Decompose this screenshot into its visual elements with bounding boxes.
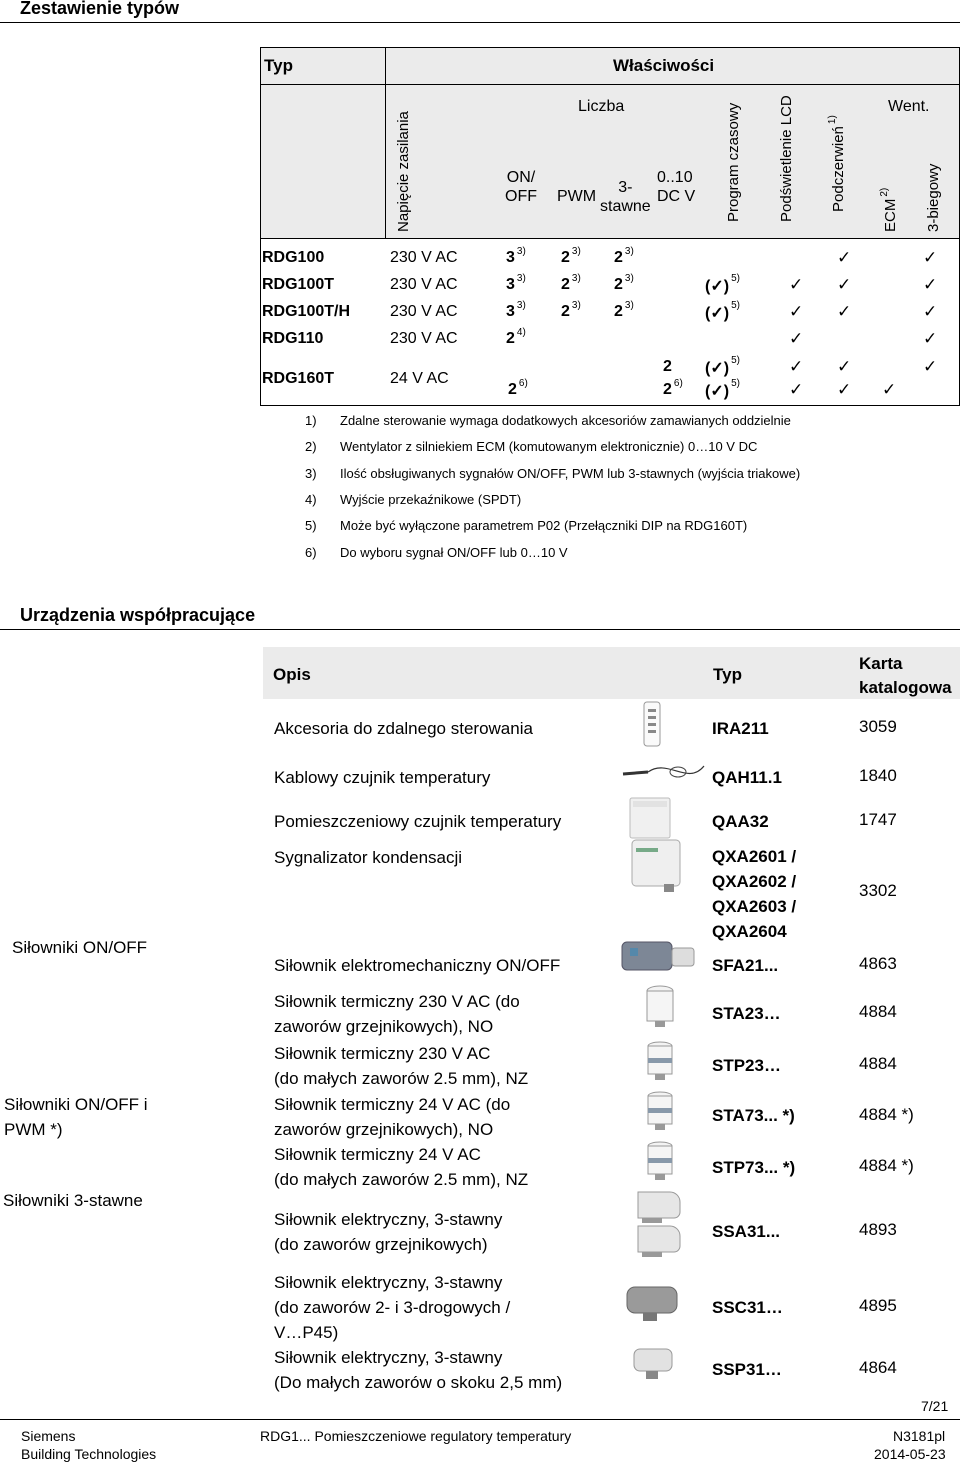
header-karta: Karta katalogowa xyxy=(859,654,952,697)
footnote-text: Zdalne sterowanie wymaga dodatkowych akcesoriów zamawianych oddzielnie xyxy=(340,413,791,428)
check-icon: ✓ xyxy=(837,380,852,399)
electromech-actuator-image xyxy=(620,938,700,974)
supply-rdg160t: 24 V AC xyxy=(390,370,449,387)
catalog-sheet-number: 1840 xyxy=(859,766,897,785)
description-line: (do zaworów 2- i 3-drogowych / xyxy=(274,1298,511,1317)
description-line: Siłownik termiczny 24 V AC xyxy=(274,1145,481,1164)
footer-company: Siemens xyxy=(21,1428,76,1444)
footer-rule xyxy=(0,1419,960,1420)
catalog-sheet-number: 4884 xyxy=(859,1054,897,1073)
device-description: Pomieszczeniowy czujnik temperatury xyxy=(274,812,562,831)
remote-control-image xyxy=(640,701,664,747)
catalog-sheet-number: 4895 xyxy=(859,1296,897,1315)
header-count: Liczba xyxy=(578,98,625,115)
thermal-actuator-image xyxy=(645,1040,675,1084)
catalog-sheet-number: 4863 xyxy=(859,954,897,973)
device-description: Akcesoria do zdalnego sterowania xyxy=(274,719,533,738)
footer-doc-number: N3181pl xyxy=(893,1428,946,1444)
supply-cell: 230 V AC xyxy=(390,276,458,293)
program-cell: (✓) $^{5)}$ xyxy=(705,273,740,295)
device-type: STA73... *) xyxy=(712,1106,795,1125)
footnote-number: 1) xyxy=(305,413,317,428)
group-onoff-pwm: Siłowniki ON/OFF i PWM *) xyxy=(4,1095,148,1139)
description-line: (do zaworów grzejnikowych) xyxy=(274,1235,488,1254)
rdg160-r2-010: 2 $^{6)}$ xyxy=(663,378,683,398)
check-icon: ✓ xyxy=(837,275,852,294)
header-ir: Podczerwień$^{1)}$ xyxy=(827,115,847,212)
check-icon: ✓ xyxy=(789,275,804,294)
description-line: zaworów grzejnikowych), NO xyxy=(274,1120,494,1139)
footer-doc-title: RDG1... Pomieszczeniowe regulatory temperatury xyxy=(260,1428,572,1444)
st3-count: 2 $^{3)}$ xyxy=(614,300,634,320)
check-icon: ✓ xyxy=(882,380,897,399)
device-type: SFA21... xyxy=(712,956,779,975)
thermal-actuator-image xyxy=(645,1090,675,1134)
footnote-text: Ilość obsługiwanych sygnałów ON/OFF, PWM lub 3-stawnych (wyjścia triakowe) xyxy=(340,465,801,481)
model-cell: RDG100T xyxy=(262,276,335,293)
group-onoff: Siłowniki ON/OFF xyxy=(12,938,148,957)
catalog-sheet-number: 3059 xyxy=(859,717,897,736)
description-line: (do małych zaworów 2.5 mm), NZ xyxy=(274,1170,529,1189)
device-description xyxy=(274,1270,510,1345)
check-icon: ✓ xyxy=(789,329,804,348)
type-line: QXA2603 / xyxy=(712,897,797,916)
description-line: zaworów grzejnikowych), NO xyxy=(274,1017,494,1036)
header-typ: Typ xyxy=(264,56,293,75)
device-type: STP23… xyxy=(712,1056,781,1075)
description-line: (Do małych zaworów o skoku 2,5 mm) xyxy=(274,1373,563,1392)
onoff-count: 3 $^{3)}$ xyxy=(506,246,526,266)
rdg160-r2-prog: (✓) $^{5)}$ xyxy=(705,378,740,400)
supply-cell: 230 V AC xyxy=(390,330,458,347)
check-icon: ✓ xyxy=(923,302,938,321)
section-title-devices: Urządzenia współpracujące xyxy=(20,605,256,625)
device-type: QAA32 xyxy=(712,812,769,831)
check-icon: ✓ xyxy=(837,302,852,321)
check-icon: ✓ xyxy=(789,357,804,376)
header-supply: Napięcie zasilania xyxy=(395,111,412,232)
check-icon: ✓ xyxy=(837,248,852,267)
page-number: 7/21 xyxy=(921,1398,949,1414)
onoff-count: 3 $^{3)}$ xyxy=(506,300,526,320)
description-line: Siłownik termiczny 230 V AC xyxy=(274,1044,491,1063)
pwm-count: 2 $^{3)}$ xyxy=(561,273,581,293)
footnote-number: 6) xyxy=(305,544,317,560)
section-rule xyxy=(0,629,960,630)
device-description xyxy=(274,1041,528,1091)
device-description xyxy=(274,1207,502,1257)
type-line: QXA2601 / xyxy=(712,847,797,866)
room-sensor-image xyxy=(629,797,671,839)
supply-cell: 230 V AC xyxy=(390,303,458,320)
electric-actuator-image xyxy=(628,1186,688,1258)
cable-sensor-image xyxy=(618,756,706,786)
check-icon: ✓ xyxy=(789,380,804,399)
check-icon: ✓ xyxy=(923,329,938,348)
device-type: IRA211 xyxy=(712,719,769,738)
catalog-sheet-number: 4884 xyxy=(859,1002,897,1021)
description-line: (do małych zaworów 2.5 mm), NZ xyxy=(274,1069,529,1088)
header-opis: Opis xyxy=(273,665,311,684)
footnote-number: 3) xyxy=(305,465,317,481)
catalog-sheet-number: 3302 xyxy=(859,881,897,900)
footnote-number: 2) xyxy=(305,439,317,455)
rdg160-r1-010: 2 xyxy=(663,358,672,375)
onoff-count: 3 $^{3)}$ xyxy=(506,273,526,293)
type-line: QXA2602 / xyxy=(712,872,797,891)
device-description: Sygnalizator kondensacji xyxy=(274,848,463,867)
description-line: Siłownik elektryczny, 3-stawny xyxy=(274,1348,503,1367)
electric-actuator-image xyxy=(632,1345,676,1385)
footnote-number: 5) xyxy=(305,518,317,534)
footer-division: Building Technologies xyxy=(21,1446,157,1462)
device-description xyxy=(274,989,520,1039)
device-description xyxy=(274,1345,562,1395)
catalog-sheet-number: 4864 xyxy=(859,1358,897,1377)
device-type: SSA31... xyxy=(712,1222,781,1241)
model-cell: RDG100T/H xyxy=(262,303,351,320)
description-line: Siłownik termiczny 24 V AC (do xyxy=(274,1095,511,1114)
footnote-text: Może być wyłączone parametrem P02 (Przełączniki DIP na RDG160T) xyxy=(340,518,748,534)
check-icon: ✓ xyxy=(837,357,852,376)
header-3stawne: 3- stawne xyxy=(600,179,651,215)
device-description xyxy=(274,1092,510,1142)
st3-count: 2 $^{3)}$ xyxy=(614,246,634,266)
footnote-text: Wentylator z silniekiem ECM (komutowanym elektronicznie) 0…10 V DC xyxy=(340,439,758,455)
condensation-monitor-image xyxy=(628,838,686,894)
footnote-number: 4) xyxy=(305,491,317,507)
program-cell: (✓) $^{5)}$ xyxy=(705,300,740,322)
thermal-actuator-image xyxy=(645,985,675,1029)
header-pwm: PWM xyxy=(557,188,597,205)
model-cell: RDG110 xyxy=(262,330,324,347)
device-type: STA23… xyxy=(712,1004,781,1023)
device-description xyxy=(274,1142,528,1192)
table-header-bg xyxy=(263,647,960,699)
onoff-count: 2 $^{4)}$ xyxy=(506,327,526,347)
header-onoff: ON/ OFF xyxy=(505,169,537,205)
st3-count: 2 $^{3)}$ xyxy=(614,273,634,293)
header-typ: Typ xyxy=(713,665,742,684)
pwm-count: 2 $^{3)}$ xyxy=(561,246,581,266)
rdg160-r1-prog: (✓) $^{5)}$ xyxy=(705,355,740,377)
model-rdg160t: RDG160T xyxy=(262,370,335,387)
electric-actuator-image xyxy=(625,1283,687,1323)
check-icon: ✓ xyxy=(923,275,938,294)
check-icon: ✓ xyxy=(789,302,804,321)
check-icon: ✓ xyxy=(923,248,938,267)
catalog-sheet-number: 4884 *) xyxy=(859,1156,914,1175)
supply-cell: 230 V AC xyxy=(390,249,458,266)
device-type: QAH11.1 xyxy=(712,768,782,787)
header-3biegowy: 3-biegowy xyxy=(925,163,942,232)
header-properties: Właściwości xyxy=(613,56,715,75)
pwm-count: 2 $^{3)}$ xyxy=(561,300,581,320)
type-line: QXA2604 xyxy=(712,922,787,941)
device-description: Kablowy czujnik temperatury xyxy=(274,768,491,787)
description-line: V…P45) xyxy=(274,1323,339,1342)
description-line: Siłownik elektryczny, 3-stawny xyxy=(274,1273,503,1292)
footnote-text: Wyjście przekaźnikowe (SPDT) xyxy=(340,491,522,507)
device-type: STP73... *) xyxy=(712,1158,796,1177)
description-line: Siłownik termiczny 230 V AC (do xyxy=(274,992,520,1011)
group-3stawne: Siłowniki 3-stawne xyxy=(3,1191,143,1210)
footer-date: 2014-05-23 xyxy=(874,1446,946,1462)
section-rule xyxy=(0,22,960,23)
header-program: Program czasowy xyxy=(725,102,742,222)
device-type: SSP31… xyxy=(712,1360,782,1379)
description-line: Siłownik elektryczny, 3-stawny xyxy=(274,1210,503,1229)
header-lcd: Podświetlenie LCD xyxy=(778,95,795,222)
header-ecm: ECM$^{2)}$ xyxy=(879,187,899,232)
header-0-10: 0..10 DC V xyxy=(657,169,696,205)
catalog-sheet-number: 1747 xyxy=(859,810,897,829)
device-description: Siłownik elektromechaniczny ON/OFF xyxy=(274,956,561,975)
thermal-actuator-image xyxy=(645,1140,675,1184)
catalog-sheet-number: 4884 *) xyxy=(859,1105,914,1124)
rdg160-r2-onoff: 2 $^{6)}$ xyxy=(508,378,528,398)
section-title-types: Zestawienie typów xyxy=(20,0,180,18)
device-type xyxy=(712,844,796,944)
header-went: Went. xyxy=(888,98,930,115)
model-cell: RDG100 xyxy=(262,249,325,266)
check-icon: ✓ xyxy=(923,357,938,376)
catalog-sheet-number: 4893 xyxy=(859,1220,897,1239)
footnote-text: Do wyboru sygnał ON/OFF lub 0…10 V xyxy=(340,544,568,560)
device-type: SSC31… xyxy=(712,1298,783,1317)
